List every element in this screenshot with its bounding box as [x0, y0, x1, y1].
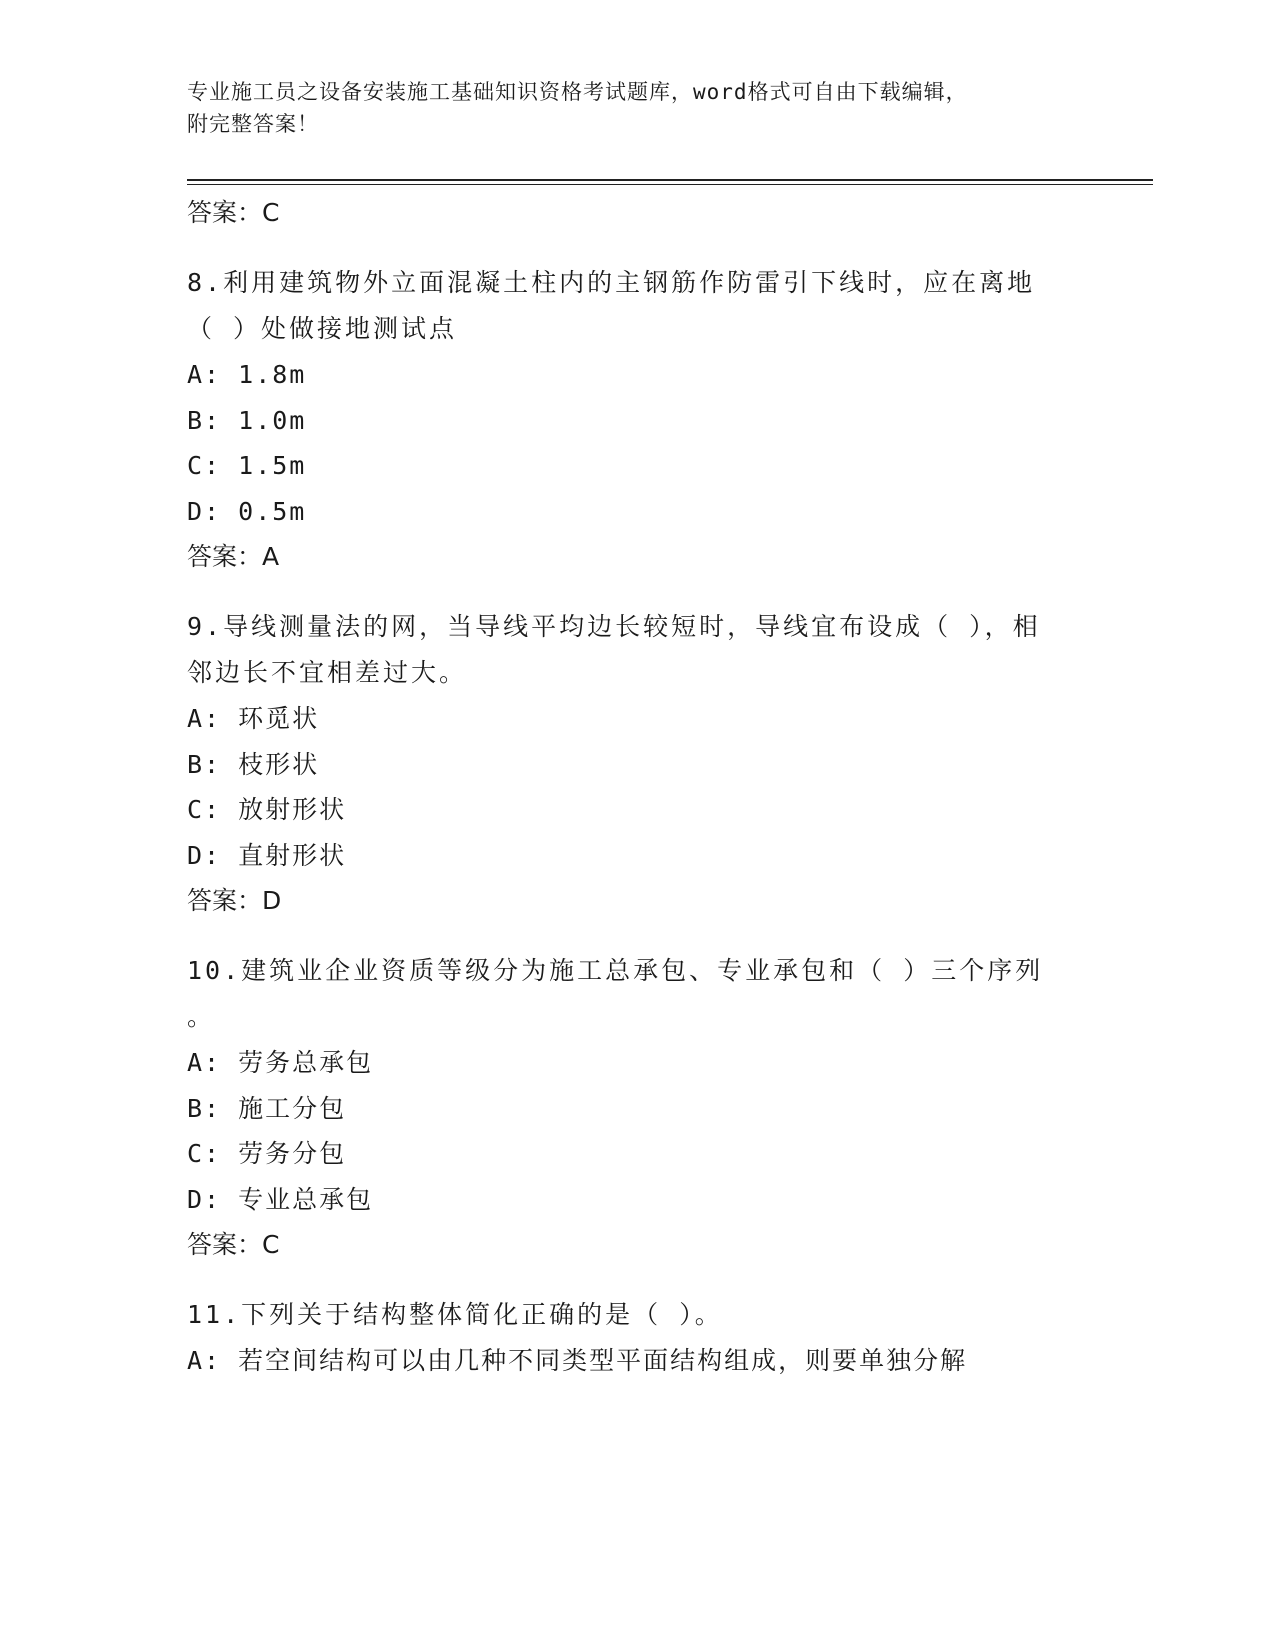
option-c: C: 1.5m [187, 451, 307, 480]
header-divider-thick [187, 179, 1153, 181]
question-10 [187, 948, 1087, 1268]
question-9 [187, 604, 1087, 924]
question-text-line: 。 [187, 1002, 216, 1031]
exam-content [187, 190, 1087, 1384]
option-d: D: 0.5m [187, 496, 307, 526]
option-a: A: 1.8m [187, 360, 307, 389]
option-b: B: 1.0m [187, 405, 307, 435]
answer-line: 答案：C [187, 198, 280, 227]
header-divider-thin [187, 184, 1153, 185]
option-d: D: 直射形状 [187, 840, 347, 870]
question-text [187, 604, 1087, 696]
header-line-1: 专业施工员之设备安装施工基础知识资格考试题库，word格式可自由下载编辑， [187, 80, 968, 104]
question-text [187, 948, 1087, 1040]
option-b: B: 枝形状 [187, 749, 320, 779]
question-text-line: 10.建筑业企业资质等级分为施工总承包、专业承包和（ ）三个序列 [187, 956, 1044, 985]
question-text-line: 11.下列关于结构整体简化正确的是（ ）。 [187, 1300, 723, 1329]
option-d: D: 专业总承包 [187, 1184, 374, 1214]
header-line-2: 附完整答案！ [187, 112, 319, 136]
option-c: C: 放射形状 [187, 795, 347, 824]
answer-line: 答案：C [187, 1230, 280, 1259]
option-a: A: 环觅状 [187, 704, 320, 733]
option-c: C: 劳务分包 [187, 1139, 347, 1168]
question-text-line: 8.利用建筑物外立面混凝土柱内的主钢筋作防雷引下线时，应在离地 [187, 268, 1036, 297]
question-text [187, 1292, 1087, 1338]
question-8 [187, 260, 1087, 580]
answer-line: 答案：A [187, 542, 280, 571]
option-a: A: 若空间结构可以由几种不同类型平面结构组成，则要单独分解 [187, 1346, 968, 1375]
question-11 [187, 1292, 1087, 1384]
question-text-line: 9.导线测量法的网，当导线平均边长较短时，导线宜布设成（ ），相 [187, 612, 1041, 641]
answer-line: 答案：D [187, 886, 282, 915]
question-text [187, 260, 1087, 352]
question-text-line: 邻边长不宜相差过大。 [187, 658, 468, 687]
question-text-line: （ ）处做接地测试点 [187, 314, 458, 343]
document-header [187, 76, 1087, 140]
option-a: A: 劳务总承包 [187, 1048, 374, 1077]
option-b: B: 施工分包 [187, 1093, 347, 1123]
